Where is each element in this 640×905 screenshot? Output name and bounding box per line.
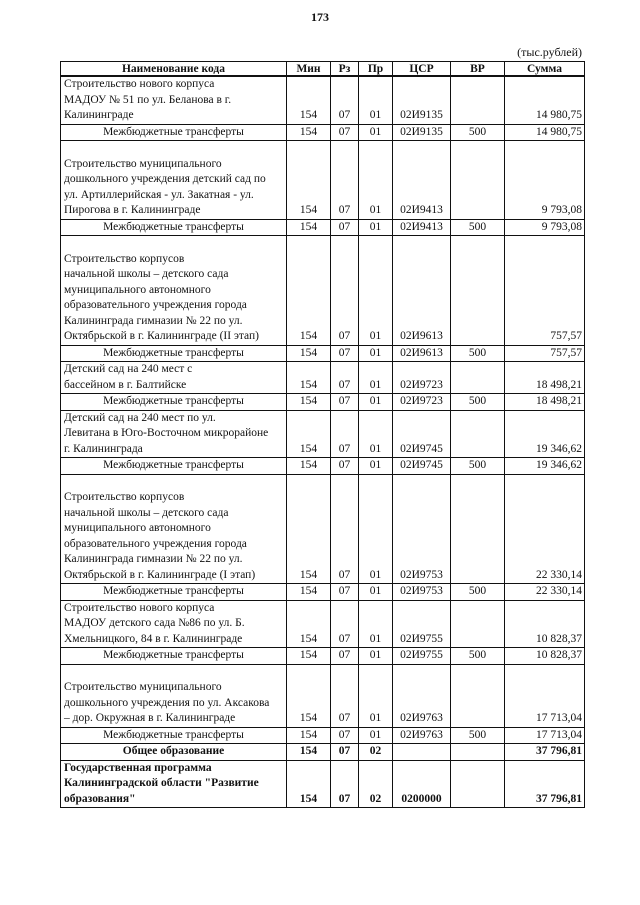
- table-row: [61, 394, 585, 411]
- cell-vr: 500: [451, 648, 505, 665]
- table-row: [61, 648, 585, 665]
- cell-rz: 07: [331, 345, 359, 362]
- cell-vr: [451, 410, 505, 458]
- cell-name: Строительство корпусов начальной школы – детского сада муниципального автономного образовательного учреждения города Калининграда гимназии № 22 по ул. Октябрьской в г. Калининграде (II этап): [61, 236, 287, 346]
- cell-rz: 07: [331, 664, 359, 727]
- cell-vr: [451, 664, 505, 727]
- cell-vr: 500: [451, 584, 505, 601]
- cell-pr: 01: [359, 76, 393, 124]
- cell-csr: 02И9755: [393, 648, 451, 665]
- cell-name: Общее образование: [61, 744, 287, 761]
- cell-name: Межбюджетные трансферты: [61, 458, 287, 475]
- cell-name: Межбюджетные трансферты: [61, 584, 287, 601]
- cell-sum: 9 793,08: [505, 141, 585, 220]
- cell-sum: 17 713,04: [505, 664, 585, 727]
- cell-min: 154: [287, 474, 331, 584]
- cell-vr: [451, 744, 505, 761]
- cell-rz: 07: [331, 76, 359, 124]
- cell-pr: 01: [359, 345, 393, 362]
- cell-min: 154: [287, 141, 331, 220]
- cell-name: Детский сад на 240 мест по ул. Левитана в Юго-Восточном микрорайоне г. Калининграда: [61, 410, 287, 458]
- cell-vr: [451, 474, 505, 584]
- cell-pr: 01: [359, 410, 393, 458]
- cell-name: Строительство нового корпуса МАДОУ № 51 по ул. Беланова в г. Калининграде: [61, 76, 287, 124]
- table-row: [61, 664, 585, 727]
- cell-rz: 07: [331, 219, 359, 236]
- cell-min: 154: [287, 584, 331, 601]
- cell-name: Строительство муниципального дошкольного учреждения по ул. Аксакова – дор. Окружная в г. Калининграде: [61, 664, 287, 727]
- units-label: (тыс.рублей): [517, 45, 582, 59]
- cell-pr: 01: [359, 727, 393, 744]
- cell-name: Строительство нового корпуса МАДОУ детского сада №86 по ул. Б. Хмельницкого, 84 в г. Калининграде: [61, 600, 287, 648]
- cell-pr: 01: [359, 362, 393, 394]
- cell-sum: 10 828,37: [505, 600, 585, 648]
- cell-sum: 10 828,37: [505, 648, 585, 665]
- cell-csr: 02И9413: [393, 219, 451, 236]
- table-row: [61, 362, 585, 394]
- table-row: [61, 236, 585, 346]
- cell-sum: 9 793,08: [505, 219, 585, 236]
- table-row: [61, 345, 585, 362]
- cell-rz: 07: [331, 141, 359, 220]
- cell-name: Строительство корпусов начальной школы – детского сада муниципального автономного образовательного учреждения города Калининграда гимназии № 22 по ул. Октябрьской в г. Калининграде (I этап): [61, 474, 287, 584]
- cell-name: Государственная программа Калининградской области "Развитие образования": [61, 760, 287, 808]
- cell-csr: 02И9723: [393, 394, 451, 411]
- cell-rz: 07: [331, 410, 359, 458]
- cell-name: Межбюджетные трансферты: [61, 124, 287, 141]
- cell-rz: 07: [331, 362, 359, 394]
- cell-csr: 02И9763: [393, 727, 451, 744]
- table-row: [61, 124, 585, 141]
- table-row: [61, 744, 585, 761]
- cell-vr: 500: [451, 219, 505, 236]
- cell-vr: 500: [451, 124, 505, 141]
- cell-name: Межбюджетные трансферты: [61, 345, 287, 362]
- cell-name: Межбюджетные трансферты: [61, 219, 287, 236]
- cell-name: Строительство муниципального дошкольного учреждения детский сад по ул. Артиллерийская - ул. Закатная - ул. Пирогова в г. Калининграде: [61, 141, 287, 220]
- cell-csr: 02И9745: [393, 458, 451, 475]
- cell-csr: [393, 744, 451, 761]
- cell-sum: 14 980,75: [505, 76, 585, 124]
- cell-min: 154: [287, 76, 331, 124]
- cell-min: 154: [287, 345, 331, 362]
- cell-csr: 02И9613: [393, 345, 451, 362]
- table-row: [61, 141, 585, 220]
- cell-min: 154: [287, 648, 331, 665]
- cell-vr: [451, 76, 505, 124]
- cell-pr: 01: [359, 458, 393, 475]
- cell-sum: 757,57: [505, 345, 585, 362]
- table-row: [61, 727, 585, 744]
- cell-vr: 500: [451, 394, 505, 411]
- cell-min: 154: [287, 727, 331, 744]
- cell-pr: 01: [359, 124, 393, 141]
- table-body: [61, 76, 585, 808]
- cell-rz: 07: [331, 124, 359, 141]
- cell-sum: 18 498,21: [505, 362, 585, 394]
- cell-rz: 07: [331, 727, 359, 744]
- cell-min: 154: [287, 760, 331, 808]
- cell-min: 154: [287, 458, 331, 475]
- cell-csr: 02И9413: [393, 141, 451, 220]
- cell-pr: 01: [359, 141, 393, 220]
- cell-min: 154: [287, 664, 331, 727]
- cell-csr: 02И9753: [393, 584, 451, 601]
- cell-rz: 07: [331, 648, 359, 665]
- cell-rz: 07: [331, 584, 359, 601]
- cell-csr: 02И9753: [393, 474, 451, 584]
- table-row: [61, 219, 585, 236]
- cell-name: Детский сад на 240 мест с бассейном в г. Балтийске: [61, 362, 287, 394]
- cell-rz: 07: [331, 744, 359, 761]
- cell-pr: 01: [359, 394, 393, 411]
- cell-vr: [451, 141, 505, 220]
- cell-sum: 14 980,75: [505, 124, 585, 141]
- page-number: 173: [311, 10, 329, 24]
- cell-rz: 07: [331, 394, 359, 411]
- table-row: [61, 458, 585, 475]
- cell-name: Межбюджетные трансферты: [61, 394, 287, 411]
- header-name: Наименование кода: [61, 62, 287, 77]
- cell-csr: 02И9763: [393, 664, 451, 727]
- cell-min: 154: [287, 124, 331, 141]
- cell-vr: [451, 600, 505, 648]
- cell-pr: 01: [359, 584, 393, 601]
- cell-csr: 02И9723: [393, 362, 451, 394]
- table-row: [61, 760, 585, 808]
- cell-sum: 37 796,81: [505, 760, 585, 808]
- header-vr: ВР: [451, 62, 505, 77]
- table-row: [61, 584, 585, 601]
- cell-csr: 0200000: [393, 760, 451, 808]
- cell-sum: 17 713,04: [505, 727, 585, 744]
- cell-rz: 07: [331, 458, 359, 475]
- cell-min: 154: [287, 410, 331, 458]
- cell-sum: 22 330,14: [505, 584, 585, 601]
- cell-pr: 01: [359, 600, 393, 648]
- cell-min: 154: [287, 219, 331, 236]
- cell-vr: 500: [451, 458, 505, 475]
- cell-vr: [451, 760, 505, 808]
- cell-min: 154: [287, 362, 331, 394]
- header-min: Мин: [287, 62, 331, 77]
- cell-pr: 01: [359, 664, 393, 727]
- cell-min: 154: [287, 394, 331, 411]
- cell-min: 154: [287, 600, 331, 648]
- cell-vr: 500: [451, 727, 505, 744]
- cell-sum: 18 498,21: [505, 394, 585, 411]
- cell-pr: 01: [359, 648, 393, 665]
- table-header-row: [61, 62, 585, 77]
- table-row: [61, 474, 585, 584]
- cell-rz: 07: [331, 236, 359, 346]
- cell-vr: 500: [451, 345, 505, 362]
- cell-pr: 01: [359, 236, 393, 346]
- cell-csr: 02И9745: [393, 410, 451, 458]
- header-sum: Сумма: [505, 62, 585, 77]
- cell-pr: 02: [359, 760, 393, 808]
- cell-csr: 02И9135: [393, 76, 451, 124]
- cell-sum: 22 330,14: [505, 474, 585, 584]
- header-csr: ЦСР: [393, 62, 451, 77]
- cell-rz: 07: [331, 600, 359, 648]
- cell-sum: 37 796,81: [505, 744, 585, 761]
- header-rz: Рз: [331, 62, 359, 77]
- budget-table: [60, 61, 585, 808]
- header-pr: Пр: [359, 62, 393, 77]
- cell-name: Межбюджетные трансферты: [61, 648, 287, 665]
- cell-vr: [451, 362, 505, 394]
- cell-min: 154: [287, 236, 331, 346]
- cell-sum: 757,57: [505, 236, 585, 346]
- cell-csr: 02И9613: [393, 236, 451, 346]
- cell-csr: 02И9135: [393, 124, 451, 141]
- cell-vr: [451, 236, 505, 346]
- cell-sum: 19 346,62: [505, 410, 585, 458]
- cell-name: Межбюджетные трансферты: [61, 727, 287, 744]
- table-row: [61, 76, 585, 124]
- table-row: [61, 600, 585, 648]
- cell-csr: 02И9755: [393, 600, 451, 648]
- cell-min: 154: [287, 744, 331, 761]
- cell-pr: 01: [359, 474, 393, 584]
- cell-pr: 02: [359, 744, 393, 761]
- cell-rz: 07: [331, 760, 359, 808]
- cell-pr: 01: [359, 219, 393, 236]
- cell-rz: 07: [331, 474, 359, 584]
- cell-sum: 19 346,62: [505, 458, 585, 475]
- table-row: [61, 410, 585, 458]
